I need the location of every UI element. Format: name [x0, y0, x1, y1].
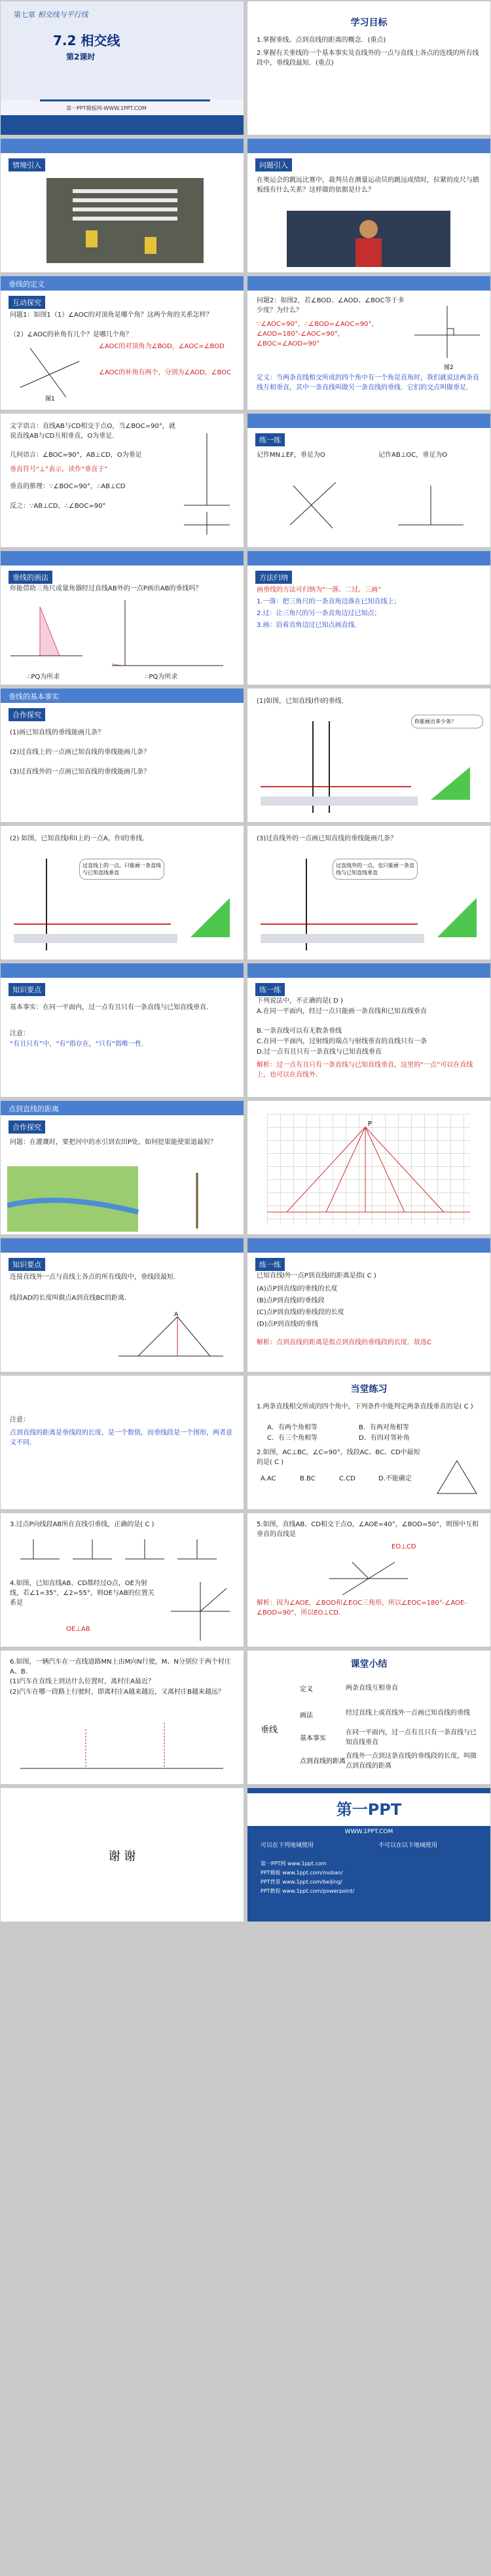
draw-task-1: (1)如图，已知直线l作l的垂线． — [257, 698, 348, 705]
draw-task-2: (2) 如图，已知直线l和l上的一点A，作l的垂线． — [10, 835, 149, 842]
section-label: 练一练 — [255, 433, 285, 446]
practice-q5: 5.如图，直线AB、CD相交于点O，∠AOE=40°，∠BOD=50°，则图中互相垂直的直线是 — [257, 1521, 479, 1538]
text-language: 文字语言：直线AB与CD相交于点O，当∠BOC=90°，就说直线AB与CD互相垂直，O为垂足． — [10, 423, 175, 440]
basic-fact-remark: “有且只有”中，“有”指存在，“只有”指唯一性． — [10, 1041, 149, 1048]
link-4[interactable]: PPT教程 www.1ppt.com/powerpoint/ — [261, 1888, 355, 1894]
practice-q2-d: D.不能确定 — [378, 1475, 412, 1482]
slide-6 — [247, 276, 490, 410]
slide-21 — [1, 1376, 244, 1509]
canal-scene — [7, 1166, 236, 1232]
slide-11 — [1, 689, 244, 822]
reasoning: 垂直的推理：∵∠BOC=90°，∴AB⊥CD — [10, 483, 126, 490]
goal-title: 学习目标 — [350, 18, 388, 28]
question-1: 问题1：如图1（1）∠AOC的对顶角是哪个角？这两个角的关系怎样？ — [10, 312, 213, 319]
practice-q2-b: B.BC — [300, 1475, 316, 1482]
bubble-3: 过直线外的一点，也只能画一条直线与已知直线垂直 — [333, 859, 418, 880]
slide-5 — [1, 276, 244, 410]
lesson-subtitle: 第2课时 — [66, 52, 96, 62]
distance-figure — [112, 1310, 230, 1369]
intro-question: 在奥运会的跳远比赛中，裁判员在测量运动员的跳远成绩时，拉紧的皮尺与踏板线有什么关系？这样做的依据是什么？ — [257, 177, 479, 194]
fig-1-label: 图1 — [45, 396, 55, 402]
slide-18 — [247, 1101, 490, 1234]
slide-28 — [247, 1788, 490, 1922]
practice-q2-a: A.AC — [261, 1475, 276, 1482]
mc-option-c: C.在同一平面内，过射线的端点与射线垂直的直线只有一条 — [257, 1038, 427, 1045]
athlete-photo — [287, 211, 450, 267]
geometry-language: 几何语言：∠BOC=90°，AB⊥CD，O为垂足 — [10, 452, 142, 459]
crosswalk-photo — [46, 178, 204, 263]
mc2-option-d: (D)点P到直线l的垂线 — [257, 1321, 319, 1328]
slide-bar — [247, 139, 490, 153]
shortest-fact: 连接直线外一点与直线上各点的所有线段中，垂线段最短． — [10, 1274, 180, 1281]
title-rule — [40, 99, 210, 101]
practice-q2: 2.如图，AC⊥BC，∠C=90°，线段AC、BC、CD中最短的是( C ) — [257, 1449, 420, 1466]
slide-15 — [1, 963, 244, 1097]
slide-1 — [1, 1, 244, 135]
slide-bar — [247, 551, 490, 565]
slide-bar — [1, 963, 244, 978]
mc2-option-a: (A)点P到直线l的垂线的长度 — [257, 1285, 338, 1293]
goal-2: 2.掌握有关垂线的一个基本事实及直线外的一点与直线上各点的连线的所有线段中，垂线段最短．(重点) — [257, 50, 479, 67]
slide-8 — [247, 414, 490, 547]
inquiry-3: (3)过直线外的一点画已知直线的垂线能画几条？ — [10, 768, 151, 776]
section-label: 合作探究 — [9, 1120, 45, 1134]
slide-26 — [247, 1651, 490, 1784]
protractor-method — [112, 600, 230, 672]
practice-q5-explanation: 解析：因为∠AOE，∠BOD和∠EOC三角形，所以∠EOC=180°-∠AOE-∠BOD=90°，所以EO⊥CD． — [257, 1600, 467, 1617]
link-2[interactable]: PPT模板 www.1ppt.com/moban/ — [261, 1870, 343, 1876]
lesson-title: 7.2 相交线 — [53, 33, 120, 48]
summary-key-1: 定义 — [300, 1686, 313, 1693]
practice-q2-c: C.CD — [339, 1475, 355, 1482]
slide-25 — [1, 1651, 244, 1784]
inquiry-2: (2)过直线上的一点画已知直线的垂线能画几条？ — [10, 749, 151, 756]
distance-fact: 线段AD的长度叫做点A到直线BC的距离． — [10, 1295, 132, 1302]
chapter-line: 第七章 相交线与平行线 — [14, 10, 88, 19]
exercise-b-figure — [391, 479, 470, 538]
draw-task-3: (3)过直线外的一点画已知直线的垂线能画几条？ — [257, 835, 397, 842]
slide-9 — [1, 551, 244, 685]
question-3: 问题2：如图2，若∠BOD、∠AOD、∠BOC等于多少度？为什么？ — [257, 297, 405, 314]
practice-q1-b: B．有两对角相等 — [359, 1424, 409, 1431]
fig-1-drawing — [14, 342, 86, 401]
summary-val-4: 直线外一点到这条直线的垂线段的长度，叫做点到直线的距离 — [346, 1753, 477, 1770]
triangle-method — [7, 603, 86, 669]
summary-root: 垂线 — [261, 1725, 278, 1735]
section-title: 点到直线的距离 — [9, 1105, 59, 1113]
denied-title: 不可以在以下地域使用 — [378, 1842, 438, 1849]
exercise-b: 记作AB⊥OC，垂足为O — [378, 452, 448, 459]
slide-2 — [247, 1, 490, 135]
slide-20 — [247, 1238, 490, 1372]
method-2-caption: ∴PQ为所求 — [145, 673, 178, 681]
slide-16 — [247, 963, 490, 1097]
practice-q3-options — [14, 1533, 230, 1572]
canal-question: 问题：在灌溉时，要把河中的水引到农田P处，如何挖渠能使渠道最短？ — [10, 1139, 217, 1146]
point-a-label: A — [174, 1312, 179, 1318]
perp-figure — [177, 427, 236, 538]
perpendicular-definition: 定义：当两条直线相交所成的四个角中有一个角是直角时，我们就说这两条直线互相垂直，其中一条直线叫做另一条直线的垂线．它们的交点叫做垂足． — [257, 374, 479, 391]
basic-fact: 基本事实：在同一平面内，过一点有且只有一条直线与已知直线垂直． — [10, 1004, 213, 1011]
bubble-1: 你能画出多少条？ — [411, 715, 483, 728]
allowed-title: 可以在下列地域使用 — [261, 1842, 314, 1849]
practice-q1-a: A．有两个角相等 — [267, 1424, 318, 1431]
grid-figure — [267, 1114, 470, 1225]
section-label: 练一练 — [255, 1258, 285, 1271]
practice-triangle — [431, 1454, 483, 1500]
slide-bar — [247, 1238, 490, 1253]
method-step-1: 1.一落：把三角尺的一条直角边落在已知直线上； — [257, 598, 401, 605]
practice-title: 当堂练习 — [350, 1384, 388, 1395]
thanks-text: 谢 谢 — [108, 1850, 136, 1863]
method-step-2: 2.过：让三角尺的另一条直角边过已知点； — [257, 610, 381, 617]
method-1-caption: ∴PQ为所求 — [27, 673, 60, 681]
point-p-label: P — [368, 1120, 373, 1128]
practice-q1-d: D．有四对邻补角 — [359, 1435, 410, 1442]
practice-q4: 4.如图，已知直线AB、CD都经过O点，OE为射线，若∠1=35°，∠2=55°，则OE与AB的位置关系是 — [10, 1580, 155, 1607]
section-label: 合作探究 — [9, 708, 45, 721]
link-1[interactable]: 第一PPT网 www.1ppt.com — [261, 1861, 327, 1867]
mc2-option-c: (C)点P到直线l的垂线段的长度 — [257, 1309, 344, 1316]
brand-logo: 第一PPT — [247, 1793, 490, 1826]
slide-bar — [247, 963, 490, 978]
summary-val-3: 在同一平面内，过一点有且只有一条直线与已知直线垂直 — [346, 1729, 477, 1746]
slide-4 — [247, 139, 490, 272]
slide-bar — [247, 414, 490, 428]
summary-key-4: 点到直线的距离 — [300, 1758, 346, 1765]
brand-url: WWW.1PPT.COM — [344, 1829, 393, 1835]
summary-val-1: 两条直线互相垂直 — [346, 1685, 398, 1692]
slide-bar — [1, 551, 244, 565]
symbol-note: 垂直符号“⊥”表示，读作“垂直于” — [10, 466, 108, 473]
slide-bar — [1, 1238, 244, 1253]
mc-option-b: B.一条直线可以有无数条垂线 — [257, 1028, 342, 1035]
slide-12 — [247, 689, 490, 822]
practice-q1: 1.两条直线相交所成的四个角中，下列条件中能判定两条直线垂直的是( C ) — [257, 1403, 473, 1410]
reasoning-inverse: 反之：∵AB⊥CD，∴∠BOC=90° — [10, 503, 106, 510]
exercise-a-figure — [280, 473, 346, 538]
section-label: 问题引入 — [255, 158, 292, 171]
summary-val-2: 经过直线上或直线外一点画已知直线的垂线 — [346, 1709, 470, 1717]
slide-3 — [1, 139, 244, 272]
footer-band — [1, 115, 244, 135]
slide-27 — [1, 1788, 244, 1922]
method-step-3: 3.画：沿着直角边过已知点画直线． — [257, 622, 361, 629]
crosswalk-drawing — [46, 178, 204, 263]
slide-24 — [247, 1513, 490, 1647]
mc2-option-b: (B)点P到直线l的垂线段 — [257, 1297, 325, 1304]
distance-note: 点到直线的距离是垂线段的长度，是一个数值，而垂线段是一个图形，两者意义不同． — [10, 1429, 232, 1446]
answer-1: ∠AOC的对顶角为∠BOD，∠AOC=∠BOD — [99, 343, 225, 350]
section-label: 知识要点 — [9, 983, 45, 996]
slide-7 — [1, 414, 244, 547]
link-3[interactable]: PPT背景 www.1ppt.com/beijing/ — [261, 1879, 342, 1885]
slide-14 — [247, 826, 490, 959]
athlete-drawing — [287, 211, 450, 267]
section-label: 练一练 — [255, 983, 285, 996]
answer-3: ∵∠AOC=90°，∴∠BOD=∠AOC=90°，∠AOD=180°-∠AOC=90°，∠BOC=∠AOD=90° — [257, 321, 378, 348]
basic-fact-note: 注意： — [10, 1030, 29, 1037]
mc-option-d: D.过一点有且只有一条直线与已知直线垂直 — [257, 1048, 382, 1056]
mc2-explanation: 解析：点到直线的距离是指点到直线的垂线段的长度．故选C — [257, 1339, 431, 1346]
goal-1: 1.掌握垂线、点到直线的距离的概念．(重点) — [257, 37, 386, 44]
mc-question: 下列说法中，不正确的是( D ) — [257, 997, 343, 1005]
fig-2-label: 图2 — [444, 365, 454, 371]
mc2-question: 已知直线l外一点P到直线l的距离是指( C ) — [257, 1272, 376, 1279]
slide-22 — [247, 1376, 490, 1509]
summary-key-3: 基本事实 — [300, 1735, 326, 1742]
section-title: 垂线的定义 — [9, 280, 45, 289]
practice-q6-2: (2)汽车在哪一段路上行驶时，即离村庄A越来越近，又离村庄B越来越远？ — [10, 1689, 225, 1696]
section-label: 方法归纳 — [255, 571, 292, 584]
bubble-2: 过直线上的一点，只能画一条直线与已知直线垂直 — [79, 859, 164, 880]
section-label: 垂线的画法 — [9, 571, 52, 584]
summary-key-2: 画法 — [300, 1712, 313, 1719]
exercise-a: 记作MN⊥EF，垂足为O — [257, 452, 325, 459]
section-label: 互动探究 — [9, 296, 45, 309]
mc-explanation: 解析：过一点有且只有一条直线与已知直线垂直，这里的“一点”可以在直线上，也可以在直线外． — [257, 1062, 473, 1079]
slide-bar — [1, 139, 244, 153]
practice-q1-c: C．有三个角相等 — [267, 1435, 318, 1442]
section-label: 知识要点 — [9, 1258, 45, 1271]
slide-17 — [1, 1101, 244, 1234]
slide-19 — [1, 1238, 244, 1372]
drawing-question: 你能借助三角尺或量角器经过直线AB外的一点P画出AB的垂线吗？ — [10, 585, 202, 592]
slide-23 — [1, 1513, 244, 1647]
slide-13 — [1, 826, 244, 959]
mc-option-a: A.在同一平面内，经过一点只能画一条直线和已知直线垂直 — [257, 1008, 427, 1015]
practice-q3: 3.过点P向线段AB所在直线引垂线，正确的是( C ) — [10, 1521, 155, 1528]
method-summary: 画垂线的方法可归纳为“一落、二过、三画” — [257, 586, 382, 594]
answer-2: ∠AOC的补角有两个，分别为∠AOD，∠BOC — [99, 369, 232, 376]
summary-title: 课堂小结 — [350, 1659, 388, 1670]
distance-note-title: 注意： — [10, 1416, 29, 1423]
practice-q6-figure — [14, 1716, 230, 1781]
practice-q4-answer: OE⊥AB — [66, 1626, 90, 1633]
slide-10 — [247, 551, 490, 685]
practice-q4-figure — [164, 1579, 236, 1644]
slide-bar — [247, 276, 490, 291]
fig-2-drawing — [411, 302, 483, 361]
question-2: （2）∠AOC的补角有几个？是哪几个角？ — [10, 331, 132, 338]
section-label: 情境引入 — [9, 158, 45, 171]
practice-q5-answer: EO⊥CD — [391, 1543, 416, 1550]
practice-q6-1: (1)汽车在直线上到达什么位置时，离村庄A最近？ — [10, 1678, 155, 1685]
practice-q6: 6.如图，一辆汽车在一直线道路MN上由M向N行驶，M、N分别位于两个村庄A、B. — [10, 1658, 231, 1675]
section-title: 垂线的基本事实 — [9, 692, 59, 701]
practice-q5-figure — [326, 1559, 411, 1598]
inquiry-1: (1)画已知直线的垂线能画几条？ — [10, 729, 105, 736]
brand-line: 第一PPT模板网-WWW.1PPT.COM — [66, 105, 147, 111]
